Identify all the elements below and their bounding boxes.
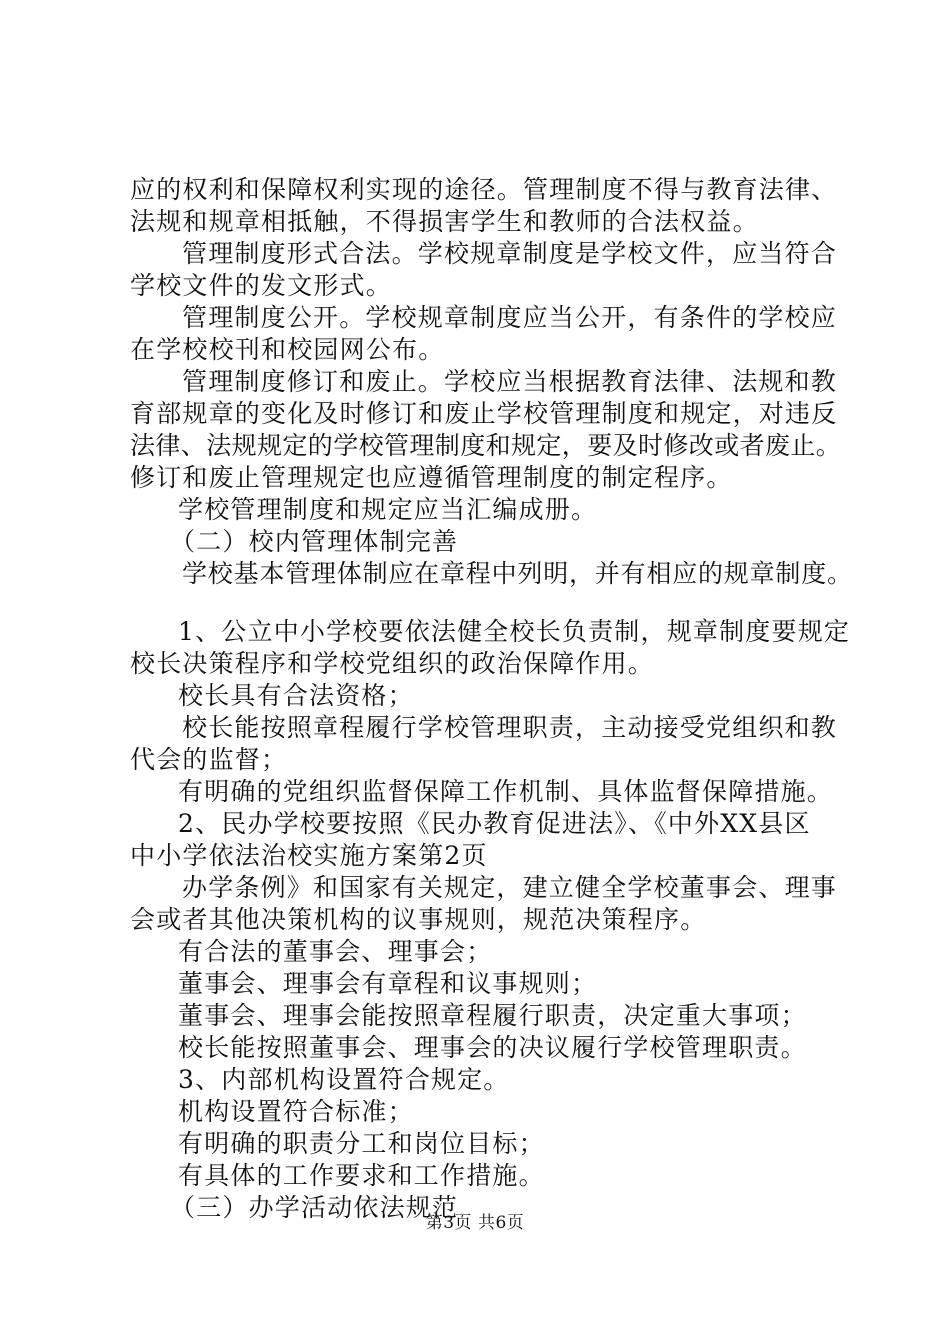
text-line: 法规和规章相抵触，不得损害学生和教师的合法权益。 xyxy=(130,207,759,236)
text-line: 1、公立中小学校要依法健全校长负责制，规章制度要规定 xyxy=(178,617,851,646)
text-line: 法律、法规规定的学校管理制度和规定，要及时修改或者废止。 xyxy=(130,431,842,460)
text-line: 董事会、理事会能按照章程履行职责，决定重大事项； xyxy=(178,1001,807,1030)
page-number-footer: 第3页 共6页 xyxy=(425,1213,525,1233)
text-line: 校长决策程序和学校党组织的政治保障作用。 xyxy=(130,649,655,678)
text-line: 会或者其他决策机构的议事规则，规范决策程序。 xyxy=(130,905,707,934)
text-line: 3、内部机构设置符合规定。 xyxy=(178,1065,510,1094)
text-line: 管理制度形式合法。学校规章制度是学校文件，应当符合 xyxy=(182,239,838,268)
text-line: 学校文件的发文形式。 xyxy=(130,271,393,300)
text-line: 董事会、理事会有章程和议事规则； xyxy=(178,969,598,998)
text-line: 有明确的职责分工和岗位目标； xyxy=(178,1129,545,1158)
text-line: 管理制度公开。学校规章制度应当公开，有条件的学校应 xyxy=(182,303,838,332)
text-line: 学校基本管理体制应在章程中列明，并有相应的规章制度。 xyxy=(182,559,853,588)
text-line: 校长能按照董事会、理事会的决议履行学校管理职责。 xyxy=(178,1033,807,1062)
text-line: 办学条例》和国家有关规定，建立健全学校董事会、理事 xyxy=(182,873,838,902)
text-line: 有具体的工作要求和工作措施。 xyxy=(178,1161,545,1190)
text-line: 代会的监督； xyxy=(130,745,288,774)
text-line: 育部规章的变化及时修订和废止学校管理制度和规定，对违反 xyxy=(130,399,838,428)
text-line: 2、民办学校要按照《民办教育促进法》、《中外XX县区 xyxy=(178,809,811,838)
text-line: 校长能按照章程履行学校管理职责，主动接受党组织和教 xyxy=(182,713,838,742)
text-line: 中小学依法治校实施方案第2页 xyxy=(130,841,488,870)
text-line: 学校管理制度和规定应当汇编成册。 xyxy=(178,495,598,524)
text-line: 修订和废止管理规定也应遵循管理制度的制定程序。 xyxy=(130,463,733,492)
text-line: 在学校校刊和校园网公布。 xyxy=(130,335,445,364)
text-line: 应的权利和保障权利实现的途径。管理制度不得与教育法律、 xyxy=(130,175,838,204)
text-line: 机构设置符合标准； xyxy=(178,1097,414,1126)
section-heading: （二）校内管理体制完善 xyxy=(170,527,459,556)
text-line: 有合法的董事会、理事会； xyxy=(178,937,493,966)
section-heading: （三）办学活动依法规范 xyxy=(170,1193,459,1222)
text-line: 管理制度修订和废止。学校应当根据教育法律、法规和教 xyxy=(182,367,838,396)
text-line: 校长具有合法资格； xyxy=(178,681,414,710)
text-line: 有明确的党组织监督保障工作机制、具体监督保障措施。 xyxy=(178,777,834,806)
